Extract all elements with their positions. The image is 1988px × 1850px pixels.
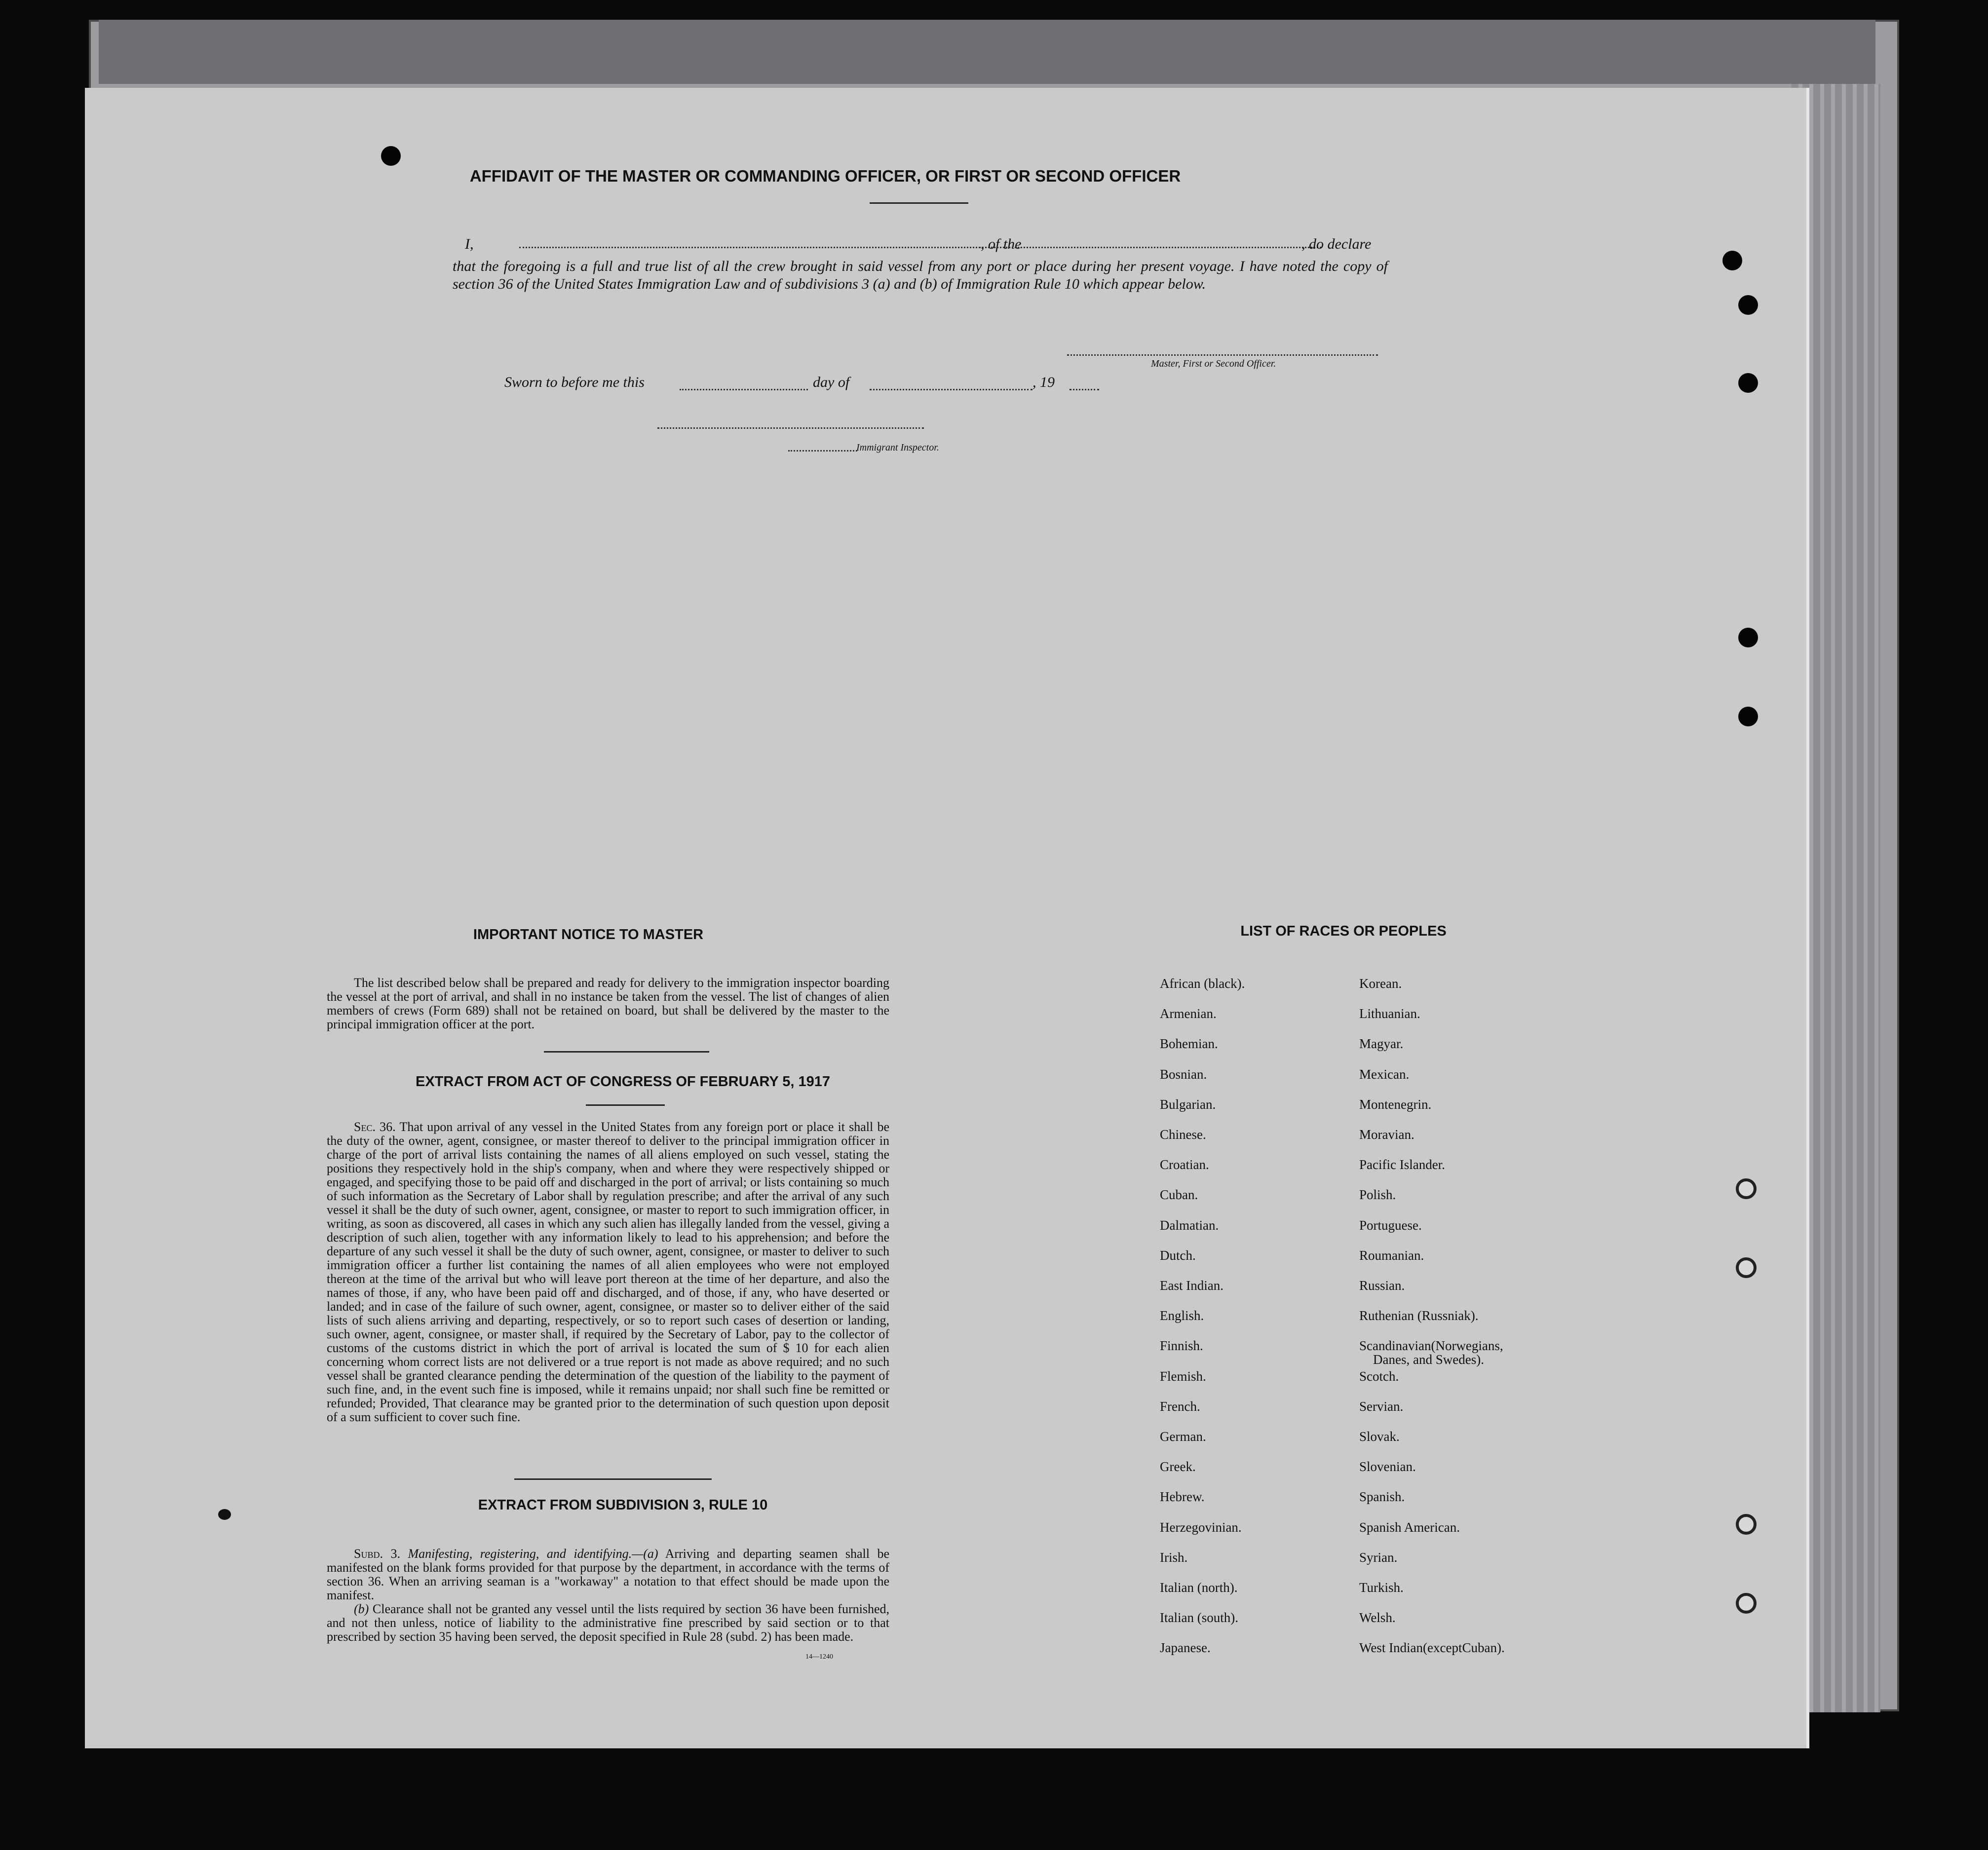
rule-lead: Subd. 3. bbox=[354, 1547, 400, 1561]
affidavit-title: AFFIDAVIT OF THE MASTER OR COMMANDING OFFICER, OR FIRST OR SECOND OFFICER bbox=[469, 167, 1181, 185]
rule-text-b: Clearance shall not be granted any vessel until the lists required by section 36 have been furnished, and not then unless, notice of liability to the administrative fine prescribed by said section or to that prescribed by section 35 having been served, the deposit specified in Rule 28 (subd. 2) has been made. bbox=[327, 1602, 890, 1644]
rule-text-a: Arriving and departing seamen shall be manifested on the blank forms provided for that purpose by the department, in accordance with the terms of section 36. When an arriving seaman is a "workaway" a notation to that effect should be made upon the manifest. bbox=[327, 1547, 890, 1602]
race-item: Servian. bbox=[1359, 1398, 1404, 1414]
race-item: Ruthenian (Russniak). bbox=[1359, 1308, 1479, 1323]
affidavit-body: that the foregoing is a full and true list of all the crew brought in said vessel from any port or place during her present voyage. I have noted the copy of section 36 of the United States Immigration Law and of subdivisions 3 (a) and (b) of Immigration Rule 10 which appear below. bbox=[453, 258, 1388, 292]
punch-hole bbox=[1738, 295, 1758, 315]
race-item: Polish. bbox=[1359, 1187, 1396, 1203]
ink-blot bbox=[218, 1509, 231, 1520]
race-item: Spanish. bbox=[1359, 1489, 1405, 1505]
race-item: Bohemian. bbox=[1160, 1036, 1218, 1052]
race-item: Italian (south). bbox=[1160, 1610, 1238, 1625]
divider bbox=[870, 202, 968, 204]
race-item: Bosnian. bbox=[1160, 1066, 1207, 1082]
act-section-lead: Sec. 36. bbox=[354, 1120, 396, 1134]
race-item: Moravian. bbox=[1359, 1127, 1415, 1142]
sworn-day-field[interactable] bbox=[680, 389, 808, 390]
affidavit-declare-label: , do declare bbox=[1301, 236, 1372, 252]
name-field[interactable] bbox=[519, 247, 983, 248]
race-item: Welsh. bbox=[1359, 1610, 1396, 1625]
signature-field[interactable] bbox=[1067, 354, 1378, 356]
sworn-label: Sworn to before me this bbox=[504, 374, 645, 390]
signature-label: Master, First or Second Officer. bbox=[1151, 358, 1276, 369]
race-item: East Indian. bbox=[1160, 1278, 1223, 1293]
rule-lead-b: (b) bbox=[354, 1602, 369, 1616]
race-item: French. bbox=[1160, 1398, 1200, 1414]
race-item: Greek. bbox=[1160, 1459, 1196, 1474]
day-of-label: day of bbox=[813, 374, 850, 390]
race-item: Armenian. bbox=[1160, 1006, 1217, 1021]
races-title: LIST OF RACES OR PEOPLES bbox=[1240, 923, 1447, 939]
vessel-name-field[interactable] bbox=[976, 247, 1321, 248]
race-item: Japanese. bbox=[1160, 1640, 1211, 1656]
race-item: Croatian. bbox=[1160, 1157, 1209, 1172]
punch-hole bbox=[1722, 251, 1742, 270]
punch-hole bbox=[381, 146, 401, 166]
sworn-month-field[interactable] bbox=[870, 389, 1032, 390]
race-item: Mexican. bbox=[1359, 1066, 1410, 1082]
notice-title: IMPORTANT NOTICE TO MASTER bbox=[473, 927, 704, 943]
inspector-signature-field[interactable] bbox=[657, 427, 924, 429]
divider bbox=[586, 1104, 665, 1106]
race-item: Syrian. bbox=[1359, 1549, 1398, 1565]
race-item: West Indian(exceptCuban). bbox=[1359, 1640, 1505, 1656]
race-item: Flemish. bbox=[1160, 1368, 1206, 1384]
affidavit-of-the-label: , of the bbox=[981, 236, 1022, 252]
punch-hole bbox=[1736, 1257, 1757, 1278]
rule-lead-italic: Manifesting, registering, and identifying.—(a) bbox=[408, 1547, 658, 1561]
punch-hole bbox=[1738, 707, 1758, 726]
year-label: , 19 bbox=[1032, 374, 1055, 390]
race-item: Korean. bbox=[1359, 976, 1402, 991]
race-item: English. bbox=[1160, 1308, 1204, 1323]
inspector-label: Immigrant Inspector. bbox=[856, 442, 939, 453]
race-item: Pacific Islander. bbox=[1359, 1157, 1445, 1172]
race-item: Hebrew. bbox=[1160, 1489, 1205, 1505]
ledger-edge bbox=[99, 20, 1875, 84]
affidavit-i-label: I, bbox=[465, 236, 474, 252]
sworn-year-field[interactable] bbox=[1070, 389, 1099, 390]
race-item: German. bbox=[1160, 1429, 1206, 1444]
divider bbox=[544, 1051, 709, 1053]
race-item: Herzegovinian. bbox=[1160, 1519, 1242, 1535]
form-page bbox=[85, 88, 1809, 1748]
punch-hole bbox=[1736, 1593, 1757, 1614]
race-item: Irish. bbox=[1160, 1549, 1188, 1565]
rule-title: EXTRACT FROM SUBDIVISION 3, RULE 10 bbox=[478, 1497, 768, 1513]
race-item: Slovenian. bbox=[1359, 1459, 1416, 1474]
rule-body-a bbox=[327, 1547, 889, 1602]
race-item: Chinese. bbox=[1160, 1127, 1206, 1142]
race-item-continuation: Danes, and Swedes). bbox=[1373, 1352, 1484, 1367]
race-item: Italian (north). bbox=[1160, 1580, 1238, 1595]
act-section-text: That upon arrival of any vessel in the United States from any foreign port or place it shall be the duty of the owner, agent, consignee, or master thereof to deliver to the principal immigration officer in charge of the port of arrival lists containing the names of all aliens employed on such vessel, stating the positions they respectively hold in the ship's company, when and where they were respectively shipped or engaged, and specifying those to be paid off and discharged in the port of arrival; or lists containing so much of such information as the Secretary of Labor shall by regulation prescribe; and after the arrival of any such vessel it shall be the duty of such owner, agent, consignee, or master to report to such immigration officer, in writing, as soon as discovered, all cases in which any such alien has illegally landed from the vessel, giving a description of such alien, together with any information likely to lead to his apprehension; and before the departure of any such vessel it shall be the duty of such owner, agent, consignee, or master to deliver to such immigration officer a further list containing the names of all alien employees who were not employed thereon at the time of the arrival but who will leave port thereon at the time of her departure, and also the names of those, if any, who have been paid off and discharged, and of those, if any, who have deserted or landed; and in case of the failure of such owner, agent, consignee, or master so to deliver either of the said lists of such aliens arriving and departing, respectively, or so to report such cases of desertion or landing, such owner, agent, consignee, or master shall, if required by the Secretary of Labor, pay to the collector of customs of the customs district in which the port of arrival is located the sum of $ 10 for each alien concerning whom correct lists are not delivered or a true report is not made as above required; and no such vessel shall be granted clearance pending the determination of the question of the liability to the payment of such fine, and, in the event such fine is imposed, while it remains unpaid; nor shall such fine be remitted or refunded; Provided, That clearance may be granted prior to the determination of such question upon deposit of a sum sufficient to cover such fine. bbox=[327, 1120, 889, 1424]
race-item: Cuban. bbox=[1160, 1187, 1198, 1203]
race-item: Spanish American. bbox=[1359, 1519, 1460, 1535]
act-title: EXTRACT FROM ACT OF CONGRESS OF FEBRUARY 5, 1917 bbox=[415, 1074, 831, 1090]
divider bbox=[514, 1478, 712, 1480]
punch-hole bbox=[1738, 373, 1758, 393]
punch-hole bbox=[1736, 1178, 1757, 1199]
race-item: Scotch. bbox=[1359, 1368, 1399, 1384]
race-item: Slovak. bbox=[1359, 1429, 1400, 1444]
race-item: Lithuanian. bbox=[1359, 1006, 1420, 1021]
race-item: Dalmatian. bbox=[1160, 1217, 1219, 1233]
notice-body: The list described below shall be prepared and ready for delivery to the immigration inspector boarding the vessel at the port of arrival, and shall in no instance be taken from the vessel. The list of changes of alien members of crews (Form 689) shall not be retained on board, but shall be delivered by the master to the principal immigration officer at the port. bbox=[327, 976, 889, 1031]
form-number: 14—1240 bbox=[805, 1653, 833, 1661]
race-item: Roumanian. bbox=[1359, 1247, 1424, 1263]
race-item: Bulgarian. bbox=[1160, 1096, 1216, 1112]
race-item: Finnish. bbox=[1160, 1338, 1203, 1354]
punch-hole bbox=[1736, 1514, 1757, 1535]
race-item: Montenegrin. bbox=[1359, 1096, 1432, 1112]
race-item: Russian. bbox=[1359, 1278, 1405, 1293]
race-item: Turkish. bbox=[1359, 1580, 1404, 1595]
act-body bbox=[327, 1120, 889, 1424]
rule-body-b bbox=[327, 1602, 889, 1644]
race-item: African (black). bbox=[1160, 976, 1245, 991]
race-item: Magyar. bbox=[1359, 1036, 1404, 1052]
race-item: Dutch. bbox=[1160, 1247, 1196, 1263]
punch-hole bbox=[1738, 628, 1758, 647]
race-item: Portuguese. bbox=[1359, 1217, 1422, 1233]
inspector-dots bbox=[788, 450, 857, 452]
race-item: Scandinavian(Norwegians, bbox=[1359, 1338, 1503, 1354]
